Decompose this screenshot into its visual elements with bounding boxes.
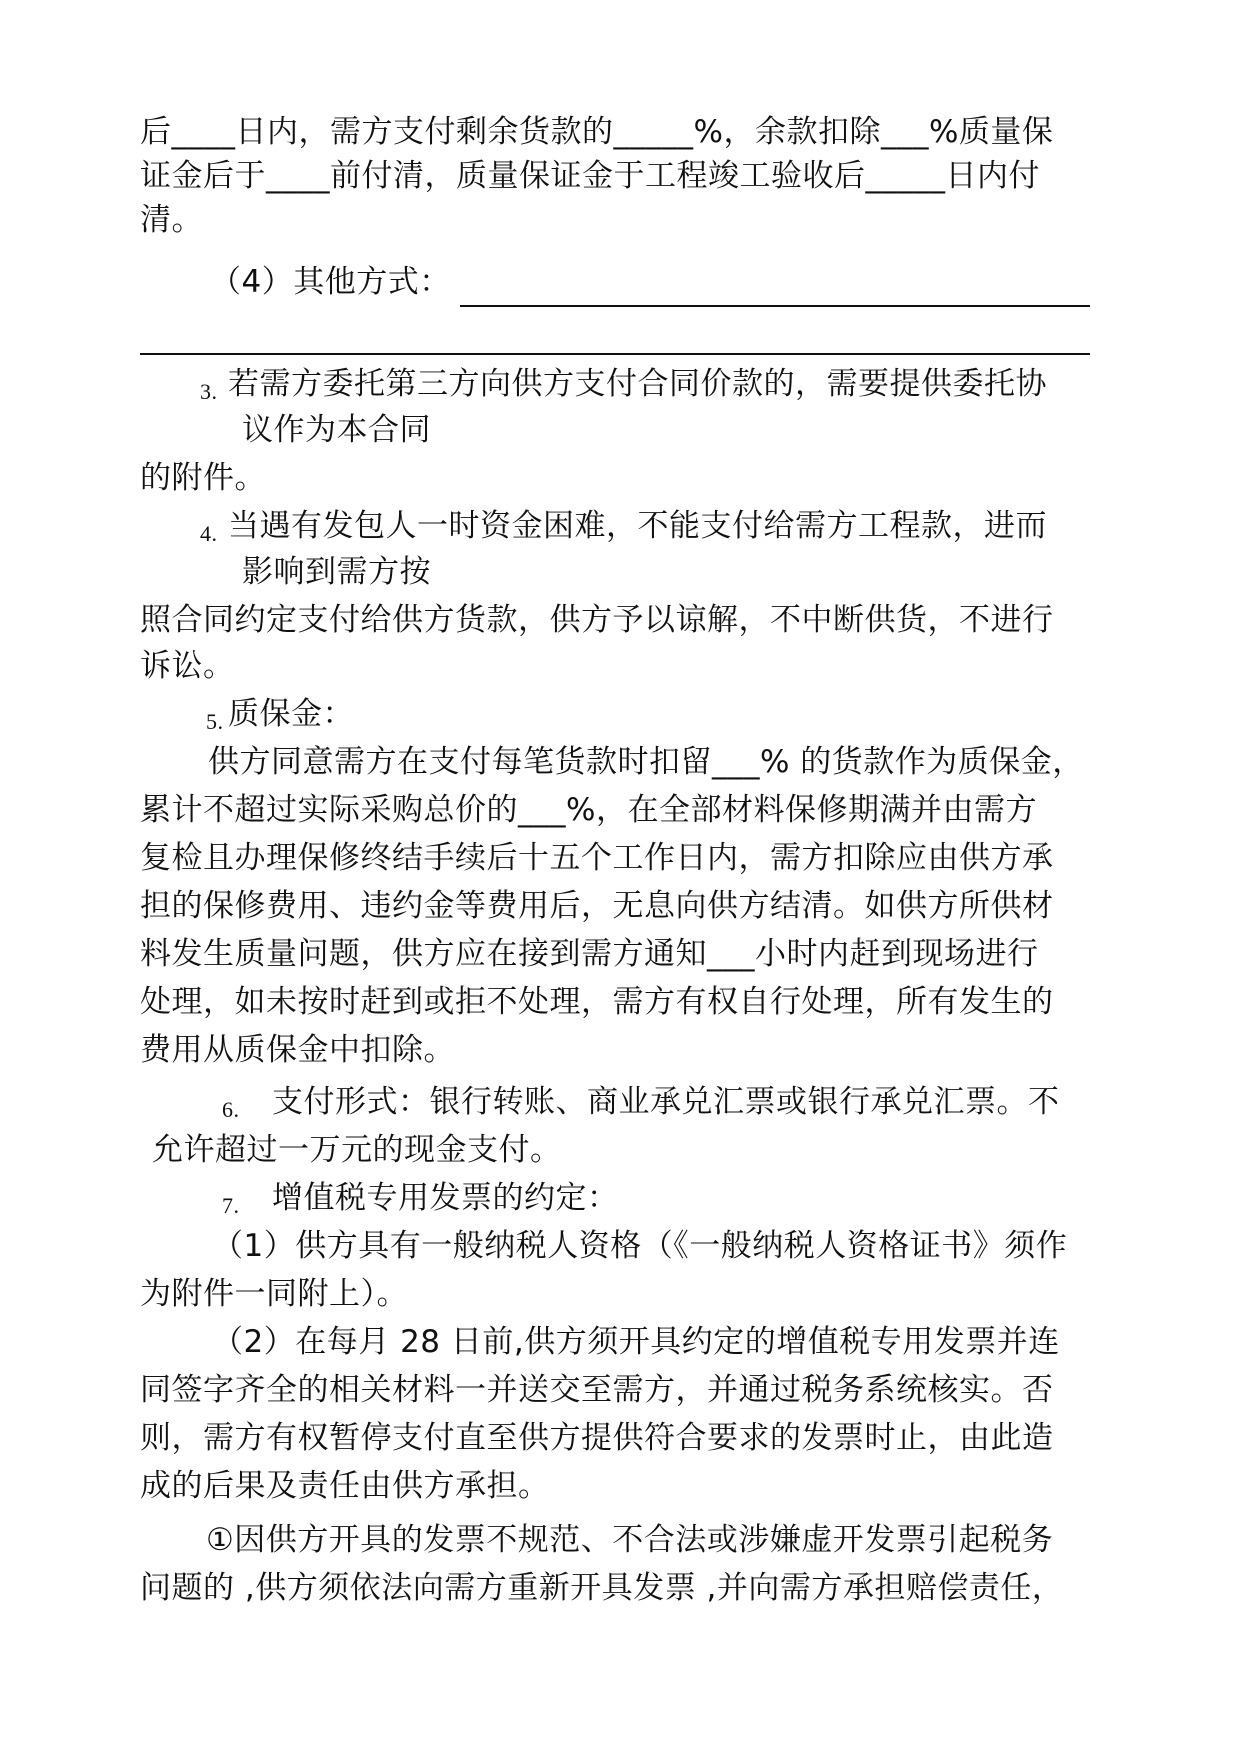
text-line: 后____日内，需方支付剩余货款的_____%，余款扣除___%质量保 [140, 114, 1054, 150]
item-number: 4. [200, 521, 218, 546]
text-line: 的附件。 [140, 460, 266, 496]
text-line: 复检且办理保修终结手续后十五个工作日内，需方扣除应由供方承 [140, 840, 1054, 876]
text-line: 问题的 ,供方须依法向需方重新开具发票 ,并向需方承担赔偿责任， [140, 1570, 1064, 1606]
text-line: 为附件一同附上）。 [140, 1276, 408, 1312]
item-number: 5. [206, 709, 224, 734]
text-line: 料发生质量问题，供方应在接到需方通知___小时内赶到现场进行 [140, 936, 1039, 972]
text-line: 照合同约定支付给供方货款，供方予以谅解，不中断供货，不进行 [140, 602, 1054, 638]
text-line: 担的保修费用、违约金等费用后，无息向供方结清。如供方所供材 [140, 888, 1054, 924]
text-line: 成的后果及责任由供方承担。 [140, 1468, 550, 1504]
text-line: 处理，如未按时赶到或拒不处理，需方有权自行处理，所有发生的 [140, 984, 1054, 1020]
text-line: （2）在每月 28 日前,供方须开具约定的增值税专用发票并连 [212, 1324, 1060, 1360]
text-line: 当遇有发包人一时资金困难，不能支付给需方工程款，进而 [228, 508, 1047, 544]
text-line: 影响到需方按 [242, 554, 431, 590]
text-line: 供方同意需方在支付每笔货款时扣留___% 的货款作为质保金， [208, 744, 1084, 780]
text-line: 增值税专用发票的约定： [272, 1180, 619, 1216]
text-line: ①因供方开具的发票不规范、不合法或涉嫌虚开发票引起税务 [206, 1522, 1054, 1558]
text-line: 支付形式：银行转账、商业承兑汇票或银行承兑汇票。不 [272, 1084, 1060, 1120]
text-line: 证金后于____前付清，质量保证金于工程竣工验收后_____日内付 [140, 158, 1040, 194]
fill-in-blank-line [140, 353, 1090, 355]
item-number: 6. [222, 1097, 240, 1122]
text-line: 质保金： [228, 696, 354, 732]
text-line: 累计不超过实际采购总价的___%，在全部材料保修期满并由需方 [140, 792, 1037, 828]
text-line: 则，需方有权暂停支付直至供方提供符合要求的发票时止，由此造 [140, 1420, 1054, 1456]
text-line: （4）其他方式： [210, 264, 451, 300]
text-line: 议作为本合同 [242, 412, 431, 448]
fill-in-blank-line [460, 305, 1090, 307]
text-line: 清。 [140, 202, 203, 238]
text-line: 同签字齐全的相关材料一并送交至需方，并通过税务系统核实。否 [140, 1372, 1054, 1408]
text-line: （1）供方具有一般纳税人资格（《一般纳税人资格证书》须作 [212, 1228, 1068, 1264]
text-line: 允许超过一万元的现金支付。 [152, 1132, 562, 1168]
text-line: 若需方委托第三方向供方支付合同价款的，需要提供委托协 [228, 366, 1047, 402]
text-line: 费用从质保金中扣除。 [140, 1032, 455, 1068]
item-number: 7. [222, 1193, 240, 1218]
text-line: 诉讼。 [140, 648, 235, 684]
item-number: 3. [200, 379, 218, 404]
